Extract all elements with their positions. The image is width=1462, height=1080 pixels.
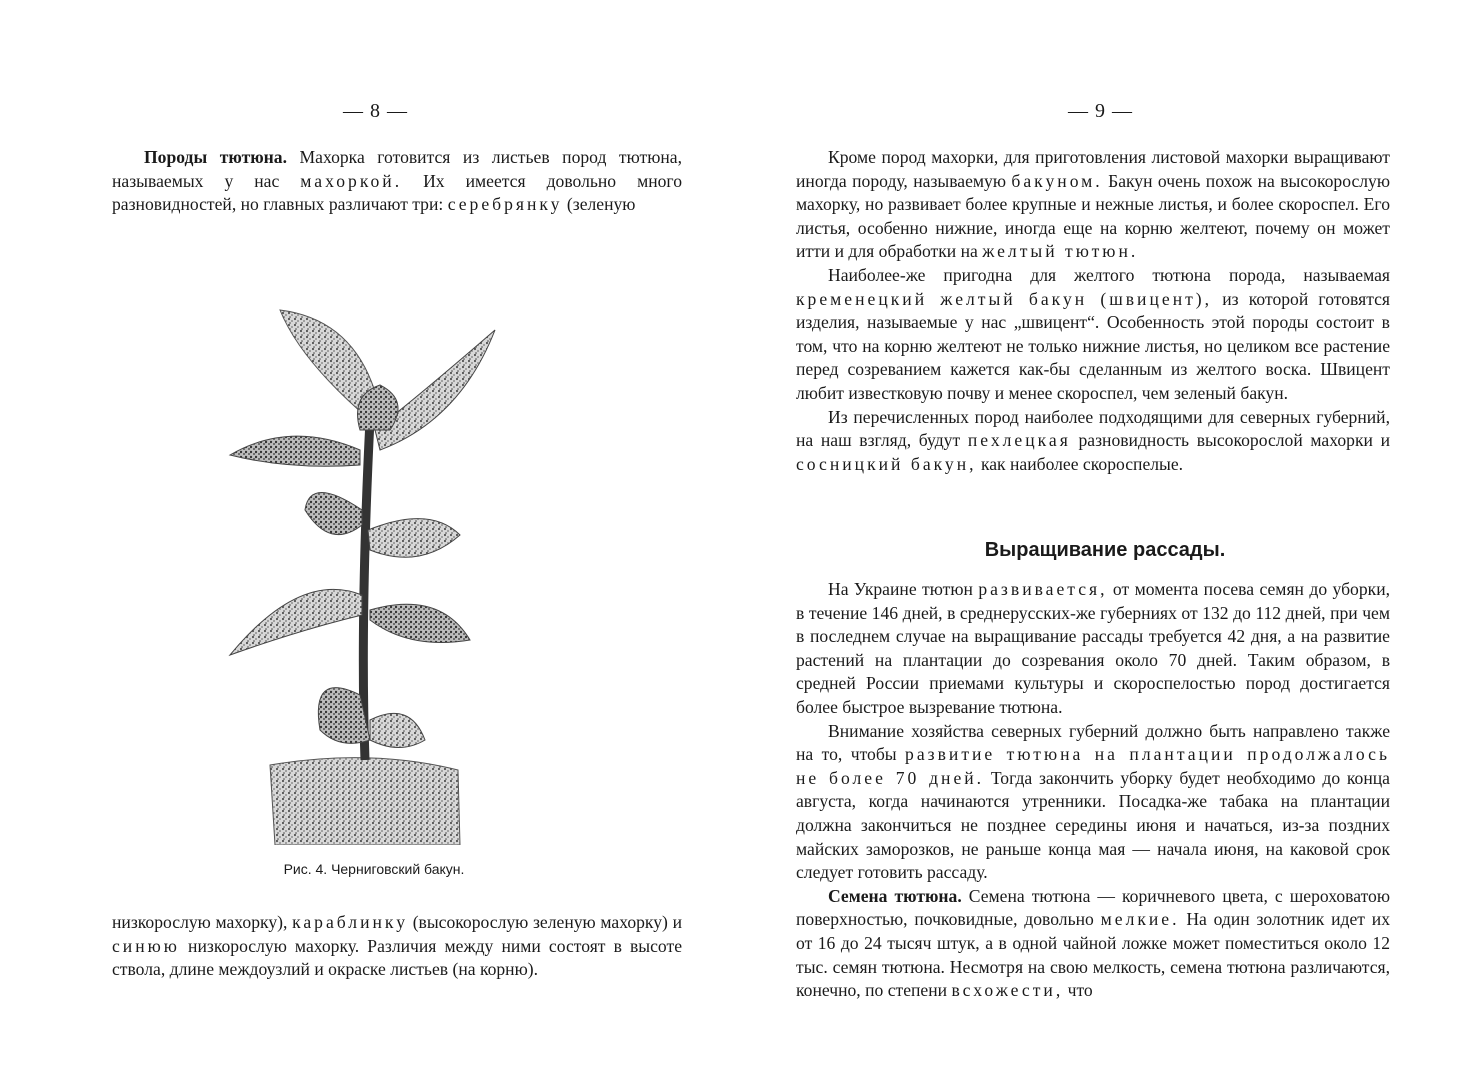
paragraph-ukraine: На Украине тютюн развивается, от момента посева семян до уборки, в течение 146 дней, в среднерусских-же губерниях от 132 до 112 дней, при чем в последнем случае на выращивание рассады требуется 42 дня, а на развитие растений на плантации до созревания около 70 дней. Таким образом, в средней России приемами культуры и скороспелостью пород достигается более быстрое вызревание тютюна. <box>796 579 1391 717</box>
paragraph-northern-attention: Внимание хозяйства северных губерний должно быть направлено также на то, чтобы развитие тютюна на плантации продолжалось не более 70 дней. Тогда закончить уборку будет необходимо до конца августа, когда начинаются утренники. Посадка-же табака на плантации должна закончиться не позднее середины июня и начаться, из-за поздних майских заморозков, не раньше конца мая — начала июня, на каковой срок следует готовить рассаду. <box>796 720 1390 883</box>
paragraph-seeds: Семена тютюна. Семена тютюна — коричневого цвета, с шероховатою поверхностью, почковидные, довольно мелкие. На один золотник идет их от 16 до 24 тысяч штук, а в одной чайной ложке может поместиться около 12 тыс. семян тютюна. Несмотря на свою мелкость, семена тютюна различаются, конечно, по степени всхожести, что <box>796 885 1391 1001</box>
left-intro-paragraph: Породы тютюна. Махорка готовится из листьев пород тютюна, называемых у нас махоркой. Их имеется довольно много разновидностей, но главных различают три: серебрянку (зеленую <box>112 147 682 215</box>
paragraph-northern-breeds: Из перечисленных пород наиболее подходящими для северных губерний, на наш взгляд, будут пехлецкая разновидность высокорослой махорки и сосницкий бакун, как наиболее скороспелые. <box>796 406 1390 474</box>
section-heading: Выращивание рассады. <box>984 539 1226 561</box>
tobacco-plant-figure <box>210 300 510 845</box>
left-page-number: — 8 — <box>343 100 408 122</box>
paragraph-shvitsent: Наиболее-же пригодна для желтого тютюна порода, называемая кременецкий желтый бакун (швицент), из которой готовятся изделия, называемые у нас „швицент“. Особенность этой породы состоит в том, что на корню желтеют не только нижние листья, но целиком все растение перед созреванием кажется как-бы сделанным из желтого воска. Швицент любит известковую почву и менее скороспел, чем зеленый бакун. <box>796 264 1390 403</box>
right-page-number: — 9 — <box>1068 100 1133 122</box>
figure-caption: Рис. 4. Черниговский бакун. <box>283 861 465 877</box>
section-lead: Породы тютюна. <box>144 147 287 167</box>
right-text-lower <box>796 578 1390 1003</box>
left-continuation-paragraph: низкорослую махорку), караблинку (высокорослую зеленую махорку) и синюю низкорослую махорку. Различия между ними состоят в высоте ствола, длине междоузлий и окраске листьев (на корню). <box>112 912 682 980</box>
right-text-upper <box>796 146 1390 476</box>
plant-illustration <box>210 300 510 845</box>
paragraph-bakun: Кроме пород махорки, для приготовления листовой махорки выращивают иногда породу, называемую бакуном. Бакун очень похож на высокорослую махорку, но развивает более крупные и нежные листья, и более скороспел. Его листья, особенно нижние, иногда еще на корню желтеют, почему он может итти и для обработки на желтый тютюн. <box>796 147 1390 262</box>
